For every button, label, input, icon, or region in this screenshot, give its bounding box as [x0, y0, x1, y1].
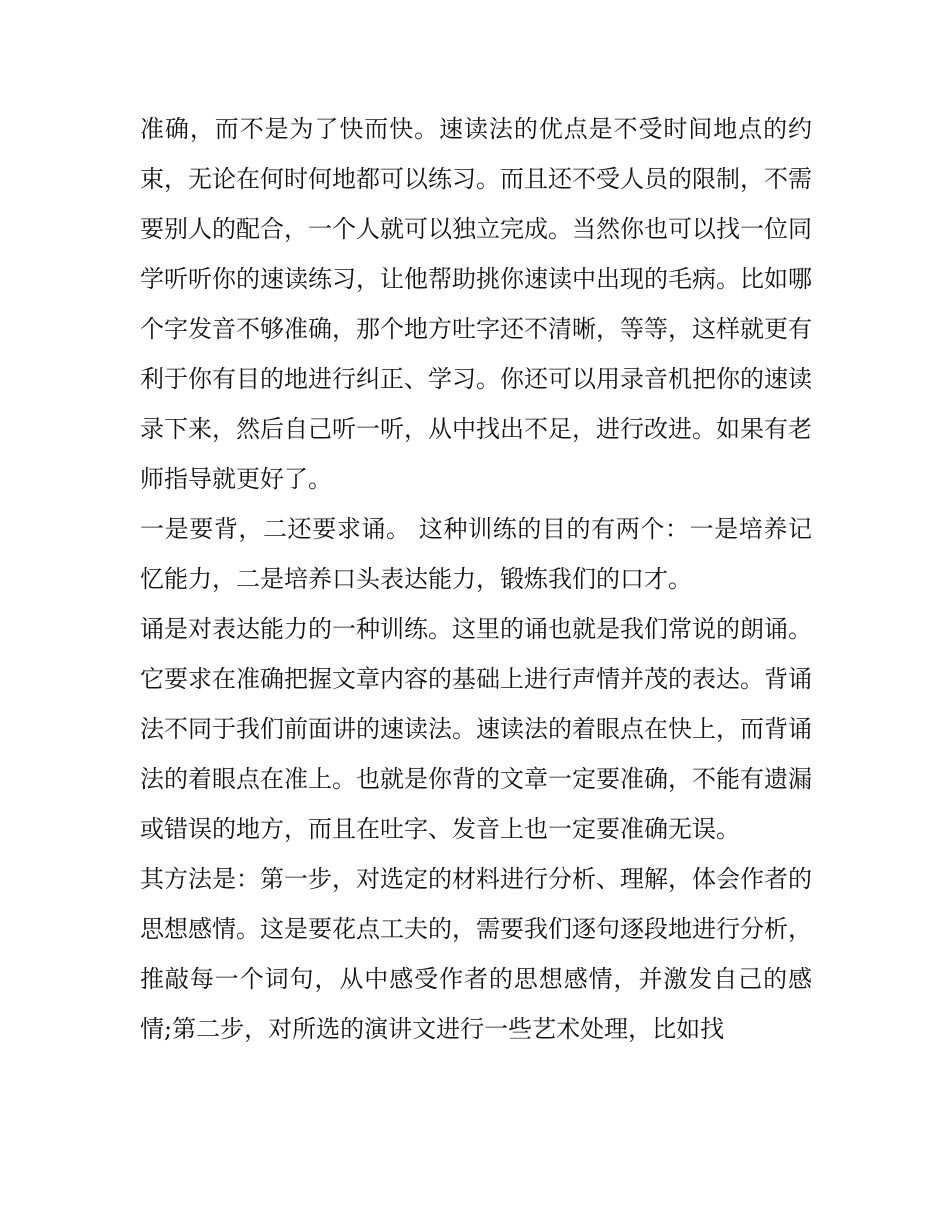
- document-body: [140, 104, 812, 1054]
- paragraph-speed-reading: 准确，而不是为了快而快。速读法的优点是不受时间地点的约束，无论在何时何地都可以练习。而且还不受人员的限制，不需要别人的配合，一个人就可以独立完成。当然你也可以找一位同学听听你的速读练习，让他帮助挑你速读中出现的毛病。比如哪个字发音不够准确，那个地方吐字还不清晰，等等，这样就更有利于你有目的地进行纠正、学习。你还可以用录音机把你的速读录下来，然后自己听一听，从中找出不足，进行改进。如果有老师指导就更好了。: [140, 115, 812, 493]
- paragraph-recitation-definition: 诵是对表达能力的一种训练。这里的诵也就是我们常说的朗诵。它要求在准确把握文章内容的基础上进行声情并茂的表达。背诵法不同于我们前面讲的速读法。速读法的着眼点在快上，而背诵法的着眼点在准上。也就是你背的文章一定要准确，不能有遗漏或错误的地方，而且在吐字、发音上也一定要准确无误。: [140, 615, 812, 843]
- paragraph-method-steps: 其方法是：第一步，对选定的材料进行分析、理解，体会作者的思想感情。这是要花点工夫的，需要我们逐句逐段地进行分析，推敲每一个词句，从中感受作者的思想感情，并激发自己的感情;第二步，对所选的演讲文进行一些艺术处理，比如找: [140, 865, 812, 1043]
- paragraph-recitation-goals: 一是要背，二还要求诵。 这种训练的目的有两个：一是培养记忆能力，二是培养口头表达能力，锻炼我们的口才。: [140, 515, 812, 593]
